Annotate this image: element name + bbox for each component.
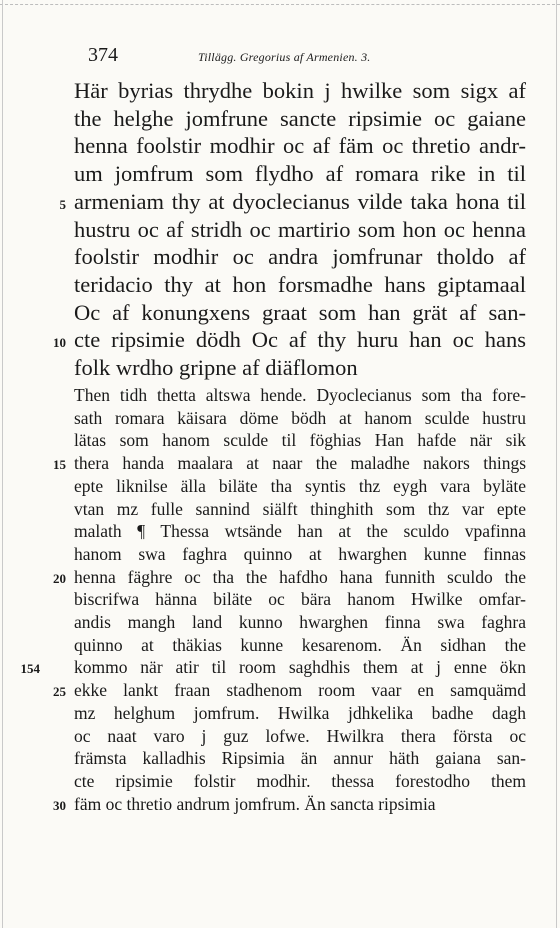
line-number: 25	[53, 684, 66, 700]
scan-right-edge	[556, 0, 557, 928]
running-title: Tillägg. Gregorius af Armenien. 3.	[198, 50, 371, 64]
text-line: ekke lankt fraan stadhenom room vaar en samquämd	[74, 680, 526, 701]
text-line: henna fäghre oc tha the hafdho hana funnith sculdo the	[74, 566, 526, 587]
text-line: henna foolstir modhir oc af fäm oc thretio andr-	[74, 133, 526, 159]
text-line: oc naat varo j guz lofwe. Hwilkra thera första oc	[74, 725, 526, 746]
text-line: folk wrdho gripne af diäflomon	[74, 355, 358, 380]
text-line: kommo när atir til room saghdhis them at j enne ökn	[74, 657, 526, 678]
line-number: 20	[53, 570, 66, 586]
text-line: sath romara käisara döme bödh at hanom sculde hustru	[74, 407, 526, 428]
text-line: främsta kalladhis Ripsimia än annur häth gaiana san-	[74, 748, 526, 769]
text-line: cte ripsimie folstir modhir. thessa forestodho them	[74, 770, 526, 791]
text-line: Oc af konungxens graat som han grät af san-	[74, 299, 526, 325]
text-line: quinno at thäkias kunne kesarenom. Än sidhan the	[74, 634, 526, 655]
line-number: 10	[53, 335, 66, 351]
text-line: mz helghum jomfrum. Hwilka jdhkelika badhe dagh	[74, 702, 526, 723]
page-header	[88, 44, 528, 68]
text-line: vtan mz fulle sannind siälft thinghith som thz var epte	[74, 498, 526, 519]
text-line: fäm oc thretio andrum jomfrum. Än sancta ripsimia	[74, 793, 436, 814]
text-line: Här byrias thrydhe bokin j hwilke som sigx af	[74, 78, 526, 103]
text-line: thera handa maalara at naar the maladhe nakors things	[74, 453, 526, 474]
manuscript-folio-number: 154	[20, 661, 40, 677]
scan-left-edge	[2, 0, 3, 928]
text-line: hanom swa faghra quinno at hwarghen kunne finnas	[74, 543, 526, 564]
text-line: the helghe jomfrune sancte ripsimie oc gaiane	[74, 105, 526, 131]
text-line: teridacio thy at hon forsmadhe hans giptamaal	[74, 271, 526, 297]
text-line: epte liknilse älla biläte tha syntis thz eygh vara byläte	[74, 475, 526, 496]
line-number: 30	[53, 797, 66, 813]
text-line: armeniam thy at dyoclecianus vilde taka hona til	[74, 188, 526, 214]
line-number: 5	[59, 196, 66, 212]
text-line: foolstir modhir oc andra jomfrunar tholdo af	[74, 244, 526, 270]
line-number: 15	[53, 457, 66, 473]
text-line: andis mangh land kunno hwarghen finna swa faghra	[74, 612, 526, 632]
text-line: lätas som hanom sculde til föghias Han hafde när sik	[74, 430, 526, 451]
text-line: malath ¶ Thessa wtsände han at the sculdo vpafinna	[74, 521, 526, 542]
text-line: hustru oc af stridh oc martirio som hon oc henna	[74, 216, 526, 242]
page-number: 374	[88, 44, 118, 66]
scan-top-edge	[0, 4, 560, 5]
text-line: biscrifwa hänna biläte oc bära hanom Hwilke omfar-	[74, 589, 526, 610]
text-line: um jomfrum som flydho af romara rike in til	[74, 161, 526, 187]
text-line: Then tidh thetta altswa hende. Dyoclecianus som tha fore-	[74, 385, 526, 405]
text-line: cte ripsimie dödh Oc af thy huru han oc hans	[74, 327, 526, 353]
